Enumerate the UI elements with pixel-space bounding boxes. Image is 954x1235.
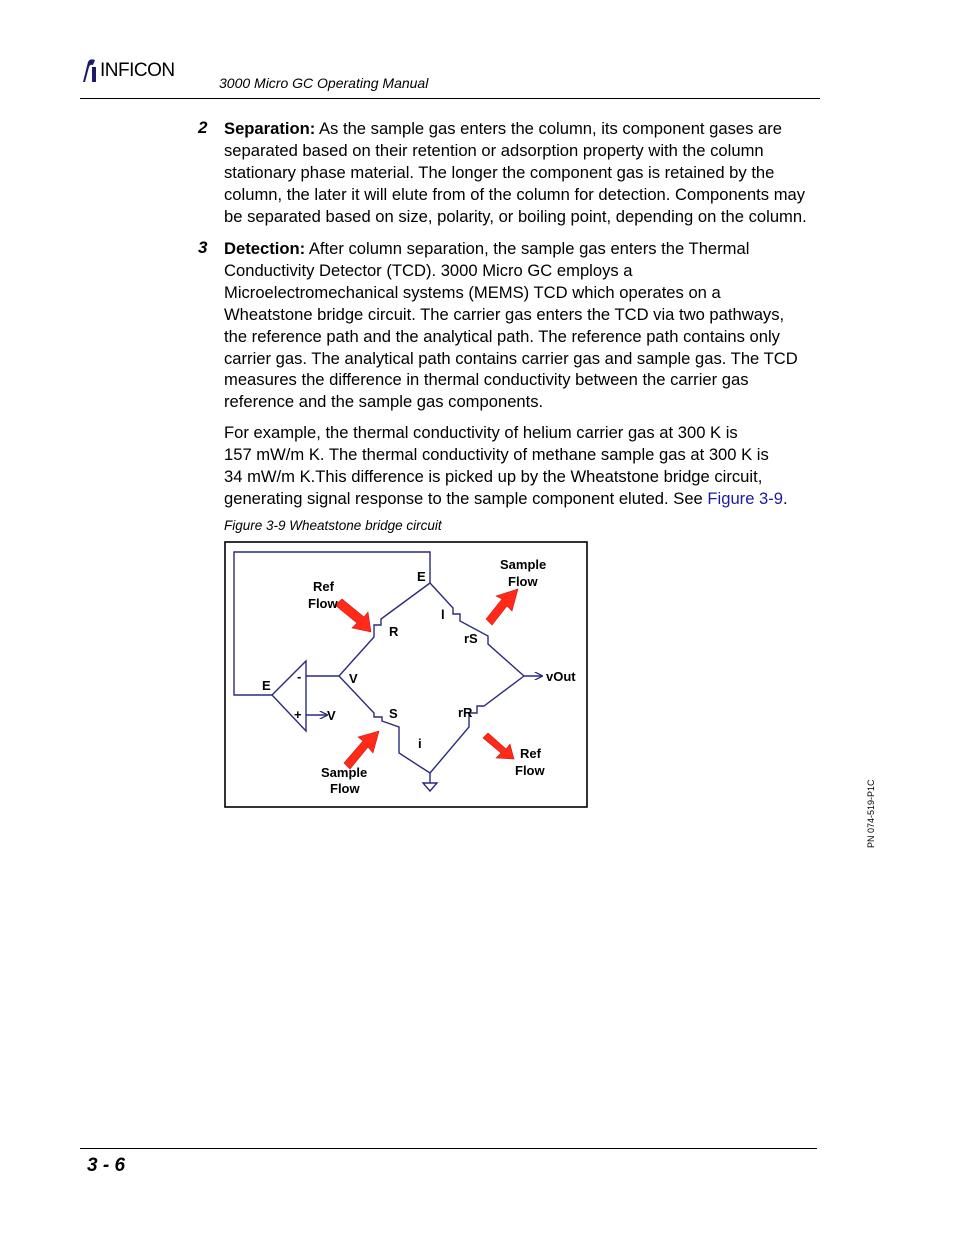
label-sample-flow-top: Flow bbox=[508, 574, 538, 589]
label-sample-flow-bottom: Flow bbox=[330, 781, 360, 796]
label-minus: - bbox=[297, 669, 302, 684]
label-i: i bbox=[418, 736, 422, 751]
page-number: 3 - 6 bbox=[87, 1155, 126, 1176]
step-heading: Separation: bbox=[224, 119, 316, 138]
sample-flow-arrow-icon bbox=[486, 589, 518, 625]
circuit-wires bbox=[234, 552, 542, 791]
label-v-bottom: V bbox=[327, 708, 336, 723]
wheatstone-bridge-diagram bbox=[224, 541, 588, 808]
figure-link[interactable]: Figure 3-9 bbox=[707, 488, 784, 508]
label-s: S bbox=[389, 706, 398, 721]
ref-flow-arrow-icon bbox=[335, 599, 371, 632]
circuit-svg bbox=[224, 541, 588, 808]
sample-flow-arrow-icon bbox=[344, 731, 379, 769]
label-ref-flow-bottom: Flow bbox=[515, 763, 545, 778]
step-separation: Separation: As the sample gas enters the column, its component gases are separated based on their retention or adsorption property with the column stationary phase material. The longer the component gas is retained by the column, the later it will elute from of the column for detection. Components may be separated based on size, polarity, or boiling point, depending on the column. bbox=[224, 119, 807, 226]
label-rs: rS bbox=[464, 631, 478, 646]
label-rr: rR bbox=[458, 705, 473, 720]
label-ref-flow-top: Flow bbox=[308, 596, 338, 611]
label-ref-flow-bottom: Ref bbox=[520, 746, 541, 761]
label-sample-flow-bottom: Sample bbox=[321, 765, 368, 780]
label-plus: + bbox=[294, 707, 302, 722]
step-number: 2 bbox=[198, 118, 208, 137]
part-number: PN 074-519-P1C bbox=[866, 779, 876, 848]
figure-caption: Figure 3-9 Wheatstone bridge circuit bbox=[224, 518, 442, 533]
label-ref-flow-top: Ref bbox=[313, 579, 334, 594]
label-e-left: E bbox=[262, 678, 271, 693]
flow-arrows bbox=[335, 589, 518, 769]
label-sample-flow-top: Sample bbox=[500, 557, 547, 572]
label-v-mid: V bbox=[349, 671, 358, 686]
footer-rule bbox=[80, 1148, 817, 1149]
ref-flow-arrow-icon bbox=[483, 733, 514, 759]
label-vout: vOut bbox=[546, 669, 576, 684]
example-paragraph: For example, the thermal conductivity of helium carrier gas at 300 K is 157 mW/m K. The thermal conductivity of methane sample gas at 300 K is 34 mW/m K.This difference is picked up by the Wheatstone bridge circuit, generating signal response to the sample component eluted. See Figure 3-9. bbox=[224, 423, 788, 508]
step-detection: Detection: After column separation, the sample gas enters the Thermal Conductivity Detector (TCD). 3000 Micro GC employs a Microelectromechanical systems (MEMS) TCD which operates on a Wheatstone bridge circuit. The carrier gas enters the TCD via two pathways, the reference path and the analytical path. The reference path contains only carrier gas. The analytical path contains carrier gas and sample gas. The TCD measures the difference in thermal conductivity between the carrier gas reference and the sample gas components. bbox=[224, 239, 798, 412]
step-number: 3 bbox=[198, 238, 208, 257]
label-l: l bbox=[441, 607, 445, 622]
brand-name: INFICON bbox=[100, 60, 175, 81]
manual-title: 3000 Micro GC Operating Manual bbox=[219, 75, 429, 91]
label-r: R bbox=[389, 624, 399, 639]
inficon-logo-icon bbox=[80, 58, 100, 84]
step-heading: Detection: bbox=[224, 239, 306, 258]
label-e-top: E bbox=[417, 569, 426, 584]
header-rule bbox=[80, 98, 820, 99]
